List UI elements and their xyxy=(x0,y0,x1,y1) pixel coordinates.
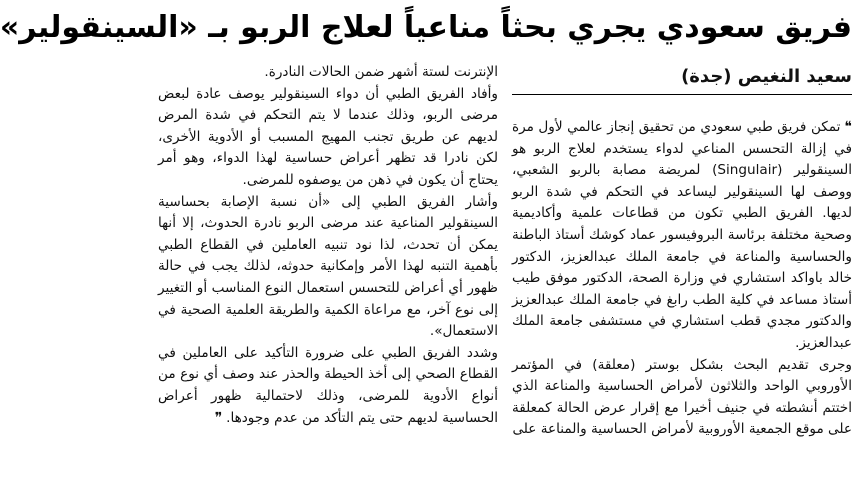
article-paragraph: ❝تمكن فريق طبي سعودي من تحقيق إنجاز عالمي لأول مرة في إزالة التحسس المناعي لدواء يستخدم لعلاج الربو هو السينقولير (Singulair) لمريضة مصابة بالربو الشعبي، ووصف لها السينقولير ليساعد في التحكم في شدة الربو لديها. الفريق الطبي تكون من قطاعات علمية وأكاديمية وصحية مختلفة برئاسة البروفيسور عماد كوشك أستاذ الباطنة والحساسية والمناعة في جامعة الملك عبدالعزيز، الدكتور خالد باواكد استشاري في وزارة الصحة، الدكتور موفق طيب أستاذ مساعد في كلية الطب رابغ في جامعة الملك عبدالعزيز والدكتور مجدي قطب استشاري في مستشفى جامعة الملك عبدالعزيز. xyxy=(512,119,852,351)
article-paragraph: وأشار الفريق الطبي إلى «أن نسبة الإصابة بحساسية السينقولير المناعية عند مرضى الربو نادرة الحدوث، إلا أنها يمكن أن تحدث، لذا نود تنبيه العاملين في القطاع الطبي بأهمية التنبه لهذا الأمر وإمكانية حدوثه، لذلك يجب في حالة ظهور أي أعراض للتحسس استعمال النوع المناسب أو التغيير إلى نوع آخر، مع مراعاة الكمية والطريقة العلمية الصحية في الاستعمال». xyxy=(158,193,498,340)
article-paragraph: وجرى تقديم البحث بشكل بوستر (معلقة) في المؤتمر الأوروبي الواحد والثلاثون لأمراض الحساسية والمناعة الذي اختتم أنشطته في جنيف أخيرا مع إقرار عرض الحالة كمعلقة على موقع الجمعية الأوروبية لأمراض الحساسية والمناعة على xyxy=(512,356,852,438)
article-column-left xyxy=(158,62,498,487)
article-paragraph: الإنترنت لستة أشهر ضمن الحالات النادرة. xyxy=(264,64,498,80)
article-byline: سعيد النغيص (جدة) xyxy=(512,62,852,95)
quote-mark-icon: ❞ xyxy=(214,409,223,426)
article-paragraph: وأفاد الفريق الطبي أن دواء السينقولير يوصف عادة لبعض مرضى الربو، وذلك عندما لا يتم التحكم في شدة المرض لديهم عن طريق تجنب المهيج المسبب أو الأدوية الأخرى، لكن نادرا قد تظهر أعراض حساسية لهذا الدواء، وهو أمر يحتاج أن يكون في ذهن من يوصفوه للمرضى. xyxy=(158,85,498,188)
article-column-right xyxy=(512,62,852,487)
article-paragraph: وشدد الفريق الطبي على ضرورة التأكيد على العاملين في القطاع الصحي إلى أخذ الحيطة والحذر عند وصف أي نوع من أنواع الأدوية للمرضى، وذلك لاحتمالية ظهور أعراض الحساسية لديهم حتى يتم التأكد من عدم وجودها.❞ xyxy=(158,343,498,429)
article-headline: فريق سعودي يجري بحثاً مناعياً لعلاج الربو بـ «السينقولير» xyxy=(0,10,852,45)
article-body xyxy=(158,62,852,487)
quote-mark-icon: ❝ xyxy=(844,119,852,135)
